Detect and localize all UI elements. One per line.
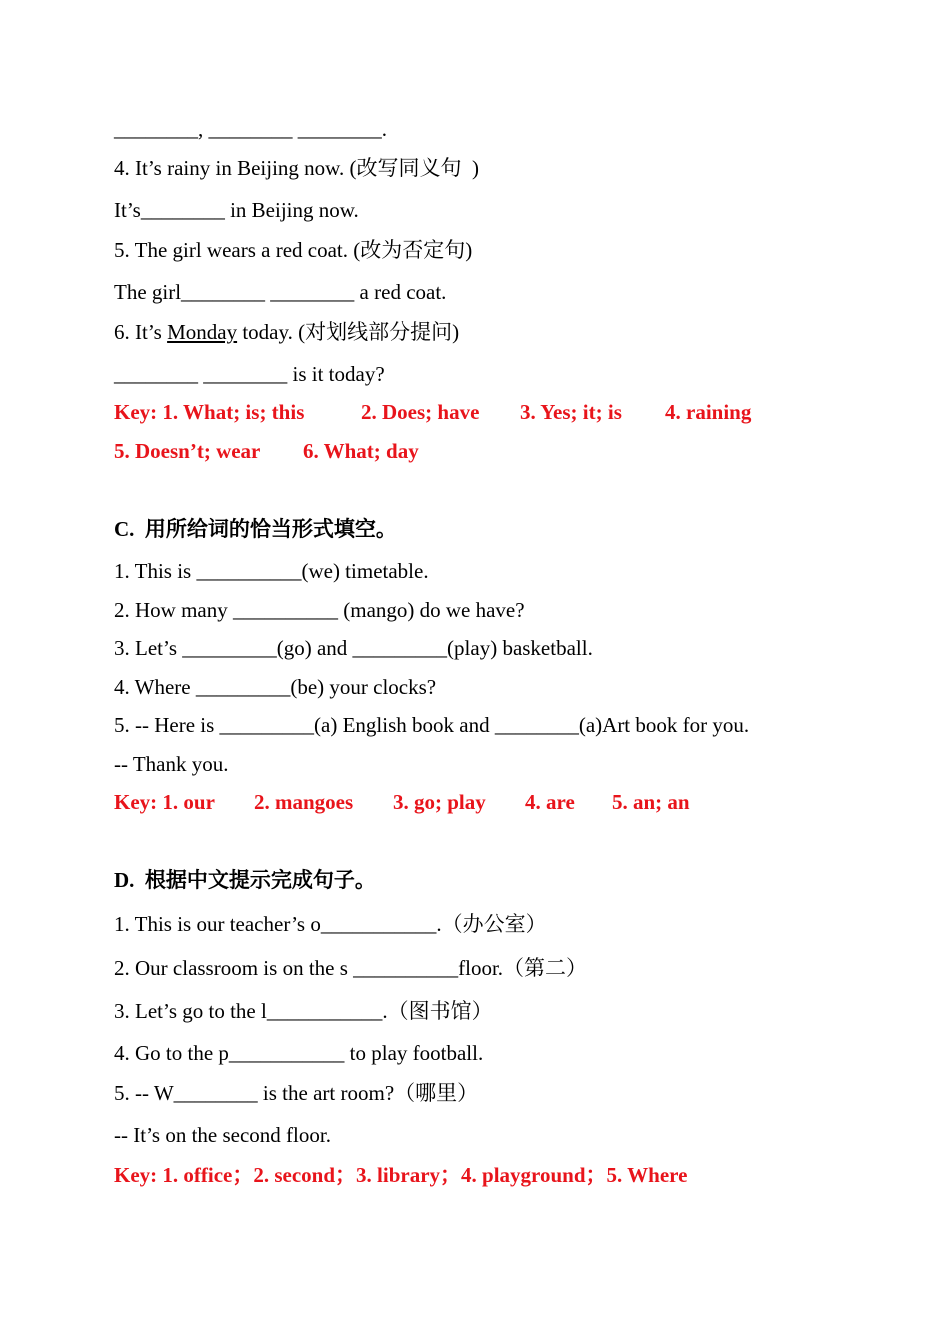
question-6-prefix: 6. It’s [114, 320, 168, 344]
key-c-item: Key: 1. our [114, 790, 215, 814]
question-5: 5. The girl wears a red coat. (改为否定句) [114, 238, 473, 262]
answer-line-3: ________, ________ ________. [114, 117, 387, 141]
section-c-item-3: 3. Let’s _________(go) and _________(play) basketball. [114, 636, 593, 660]
key-c-item: 2. mangoes [254, 790, 354, 814]
answer-key-b-line-1 [114, 399, 751, 425]
section-d-item-3: 3. Let’s go to the l___________.（图书馆） [114, 999, 493, 1023]
key-b-item: 3. Yes; it; is [520, 400, 622, 424]
section-c-item-1: 1. This is __________(we) timetable. [114, 559, 429, 583]
section-d-item-4: 4. Go to the p___________ to play football. [114, 1041, 484, 1065]
answer-key-c [114, 789, 690, 815]
section-c-heading: C. 用所给词的恰当形式填空。 [114, 517, 397, 541]
key-b-item: 6. What; day [303, 439, 419, 463]
key-c-item: 5. an; an [612, 790, 690, 814]
section-d-item-1: 1. This is our teacher’s o___________.（办公室） [114, 912, 547, 936]
answer-key-d: Key: 1. office；2. second；3. library；4. playground；5. Where [114, 1163, 688, 1187]
question-6 [114, 319, 459, 345]
answer-key-b-line-2 [114, 438, 419, 464]
section-c-item-2: 2. How many __________ (mango) do we have? [114, 598, 525, 622]
key-c-item: 3. go; play [393, 790, 486, 814]
section-d-item-2: 2. Our classroom is on the s __________floor.（第二） [114, 956, 588, 980]
section-d-item-6: -- It’s on the second floor. [114, 1123, 331, 1147]
section-d-item-5: 5. -- W________ is the art room?（哪里） [114, 1081, 479, 1105]
answer-line-5: The girl________ ________ a red coat. [114, 280, 447, 304]
key-c-item: 4. are [525, 790, 575, 814]
question-4: 4. It’s rainy in Beijing now. (改写同义句 ) [114, 156, 479, 180]
section-c-item-4: 4. Where _________(be) your clocks? [114, 675, 437, 699]
section-c-item-6: -- Thank you. [114, 752, 229, 776]
section-c-item-5: 5. -- Here is _________(a) English book and ________(a)Art book for you. [114, 713, 750, 737]
key-b-item: 2. Does; have [361, 400, 480, 424]
section-d-heading: D. 根据中文提示完成句子。 [114, 868, 376, 892]
key-b-item: 4. raining [665, 400, 752, 424]
key-b-item: Key: 1. What; is; this [114, 400, 305, 424]
question-6-suffix: today. (对划线部分提问) [237, 320, 460, 344]
question-6-underlined-word: Monday [167, 320, 238, 344]
answer-line-4: It’s________ in Beijing now. [114, 198, 359, 222]
key-b-item: 5. Doesn’t; wear [114, 439, 261, 463]
answer-line-6: ________ ________ is it today? [114, 362, 385, 386]
